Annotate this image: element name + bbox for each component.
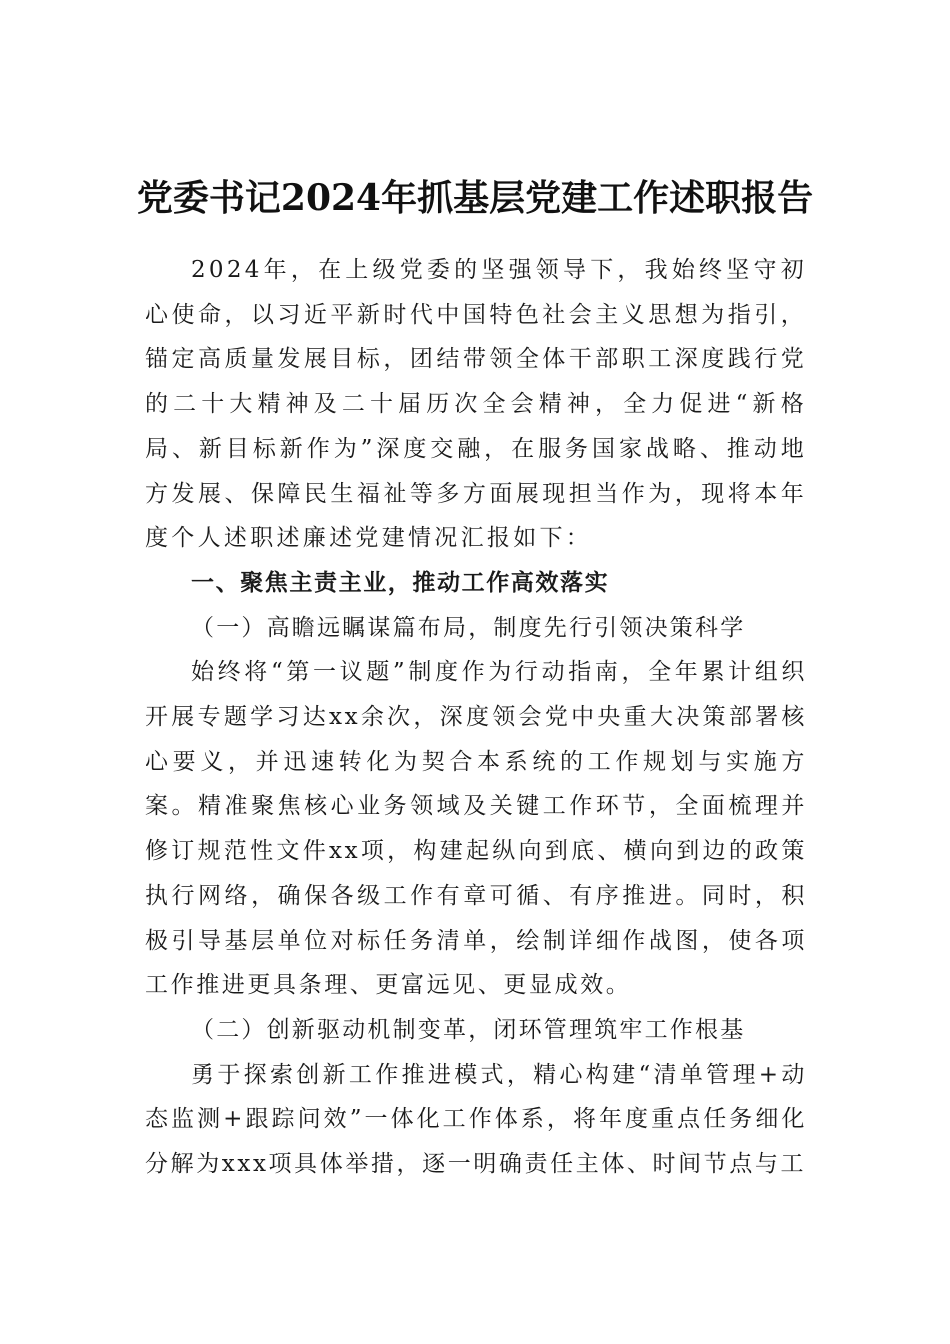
subsection-heading-1: （一）高瞻远瞩谋篇布局，制度先行引领决策科学 <box>191 614 746 641</box>
subsection-body-2: 勇于探索创新工作推进模式，精心构建“清单管理+动态监测+跟踪问效”一体化工作体系，将年度重点任务细化分解为xxx项具体举措，逐一明确责任主体、时间节点与工 <box>145 1061 807 1178</box>
intro-paragraph: 2024年，在上级党委的坚强领导下，我始终坚守初心使命，以习近平新时代中国特色社会主义思想为指引，锚定高质量发展目标，团结带领全体干部职工深度践行党的二十大精神及二十届历次全会精神，全力促进“新格局、新目标新作为”深度交融，在服务国家战略、推动地方发展、保障民生福祉等多方面展现担当作为，现将本年度个人述职述廉述党建情况汇报如下： <box>145 257 807 552</box>
subsection-heading-2: （二）创新驱动机制变革，闭环管理筑牢工作根基 <box>191 1016 746 1043</box>
document-body <box>145 248 807 1187</box>
document-title: 党委书记2024年抓基层党建工作述职报告 <box>136 177 814 219</box>
subsection-body-1: 始终将“第一议题”制度作为行动指南，全年累计组织开展专题学习达xx余次，深度领会党中央重大决策部署核心要义，并迅速转化为契合本系统的工作规划与实施方案。精准聚焦核心业务领域及关键工作环节，全面梳理并修订规范性文件xx项，构建起纵向到底、横向到边的政策执行网络，确保各级工作有章可循、有序推进。同时，积极引导基层单位对标任务清单，绘制详细作战图，使各项工作推进更具条理、更富远见、更显成效。 <box>145 659 807 999</box>
section-heading-1: 一、聚焦主责主业，推动工作高效落实 <box>191 568 610 596</box>
